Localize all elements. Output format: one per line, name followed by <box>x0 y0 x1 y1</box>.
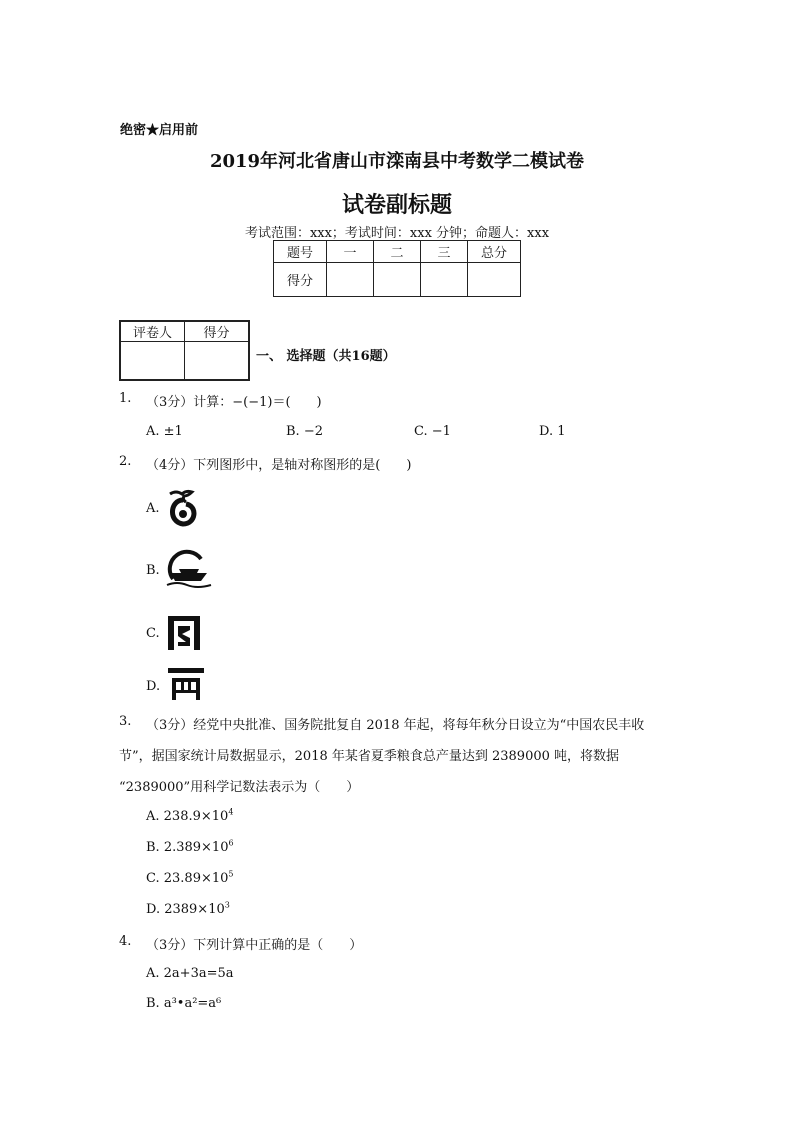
score-header-cell: 二 <box>374 241 421 263</box>
section-title: 一、 选择题（共16题） <box>256 349 396 364</box>
score-cell <box>327 263 374 297</box>
option-c[interactable]: C. −1 <box>414 424 451 439</box>
score-header-cell: 三 <box>421 241 468 263</box>
gate-glyph-icon <box>164 612 204 652</box>
grader-cell <box>185 342 250 380</box>
question-stem: （3分）计算：−(−1)＝( ) <box>146 395 322 410</box>
option-exponent: 4 <box>228 807 234 817</box>
grader-table <box>119 320 250 381</box>
score-cell <box>421 263 468 297</box>
secret-label: 绝密★启用前 <box>120 123 199 138</box>
flame-swirl-icon <box>164 488 202 528</box>
exam-title: 2019年河北省唐山市滦南县中考数学二模试卷 <box>209 151 585 172</box>
question-number: 1. <box>119 391 132 406</box>
question-number: 3. <box>119 714 132 729</box>
question-stem-line: “2389000”用科学记数法表示为（ ） <box>119 780 360 795</box>
grader-cell <box>120 342 185 380</box>
bridge-glyph-icon <box>166 666 206 702</box>
question-number: 2. <box>119 454 132 469</box>
option-c[interactable]: C. <box>146 626 160 641</box>
option-exponent: 6 <box>228 838 234 848</box>
option-b[interactable]: B. −2 <box>286 424 323 439</box>
score-cell <box>374 263 421 297</box>
score-cell <box>468 263 521 297</box>
score-table <box>273 240 521 297</box>
question-number: 4. <box>119 934 132 949</box>
ship-wave-icon <box>163 549 215 589</box>
option-d[interactable]: D. 1 <box>539 424 566 439</box>
option-b[interactable]: B. <box>146 563 160 578</box>
option-c[interactable] <box>146 871 234 886</box>
option-base: D. 2389×10 <box>146 902 225 917</box>
grader-header-cell: 得分 <box>185 321 250 342</box>
exam-info: 考试范围：xxx；考试时间：xxx 分钟；命题人：xxx <box>244 226 550 241</box>
option-base: B. 2.389×10 <box>146 840 229 855</box>
option-a[interactable]: A. ±1 <box>146 424 183 439</box>
option-a[interactable]: A. <box>146 501 160 516</box>
option-base: C. 23.89×10 <box>146 871 229 886</box>
option-b[interactable]: B. a³•a²=a⁶ <box>146 996 222 1011</box>
question-stem-line: 节”，据国家统计局数据显示，2018 年某省夏季粮食总产量达到 2389000 吨，将数据 <box>119 749 620 764</box>
option-a[interactable] <box>146 809 233 824</box>
option-a[interactable]: A. 2a+3a=5a <box>146 966 234 981</box>
option-d[interactable] <box>146 902 230 917</box>
score-row-label: 得分 <box>274 263 327 297</box>
question-stem-line: （3分）经党中央批准、国务院批复自 2018 年起，将每年秋分日设立为“中国农民丰收 <box>146 718 645 733</box>
option-b[interactable] <box>146 840 234 855</box>
score-header-cell: 题号 <box>274 241 327 263</box>
option-exponent: 3 <box>224 900 230 910</box>
score-header-cell: 总分 <box>468 241 521 263</box>
option-base: A. 238.9×10 <box>146 809 229 824</box>
score-header-cell: 一 <box>327 241 374 263</box>
exam-subtitle: 试卷副标题 <box>341 192 452 218</box>
option-exponent: 5 <box>228 869 234 879</box>
question-stem: （3分）下列计算中正确的是（ ） <box>146 938 363 953</box>
option-d[interactable]: D. <box>146 679 161 694</box>
grader-header-cell: 评卷人 <box>120 321 185 342</box>
question-stem: （4分）下列图形中，是轴对称图形的是( ) <box>146 458 412 473</box>
